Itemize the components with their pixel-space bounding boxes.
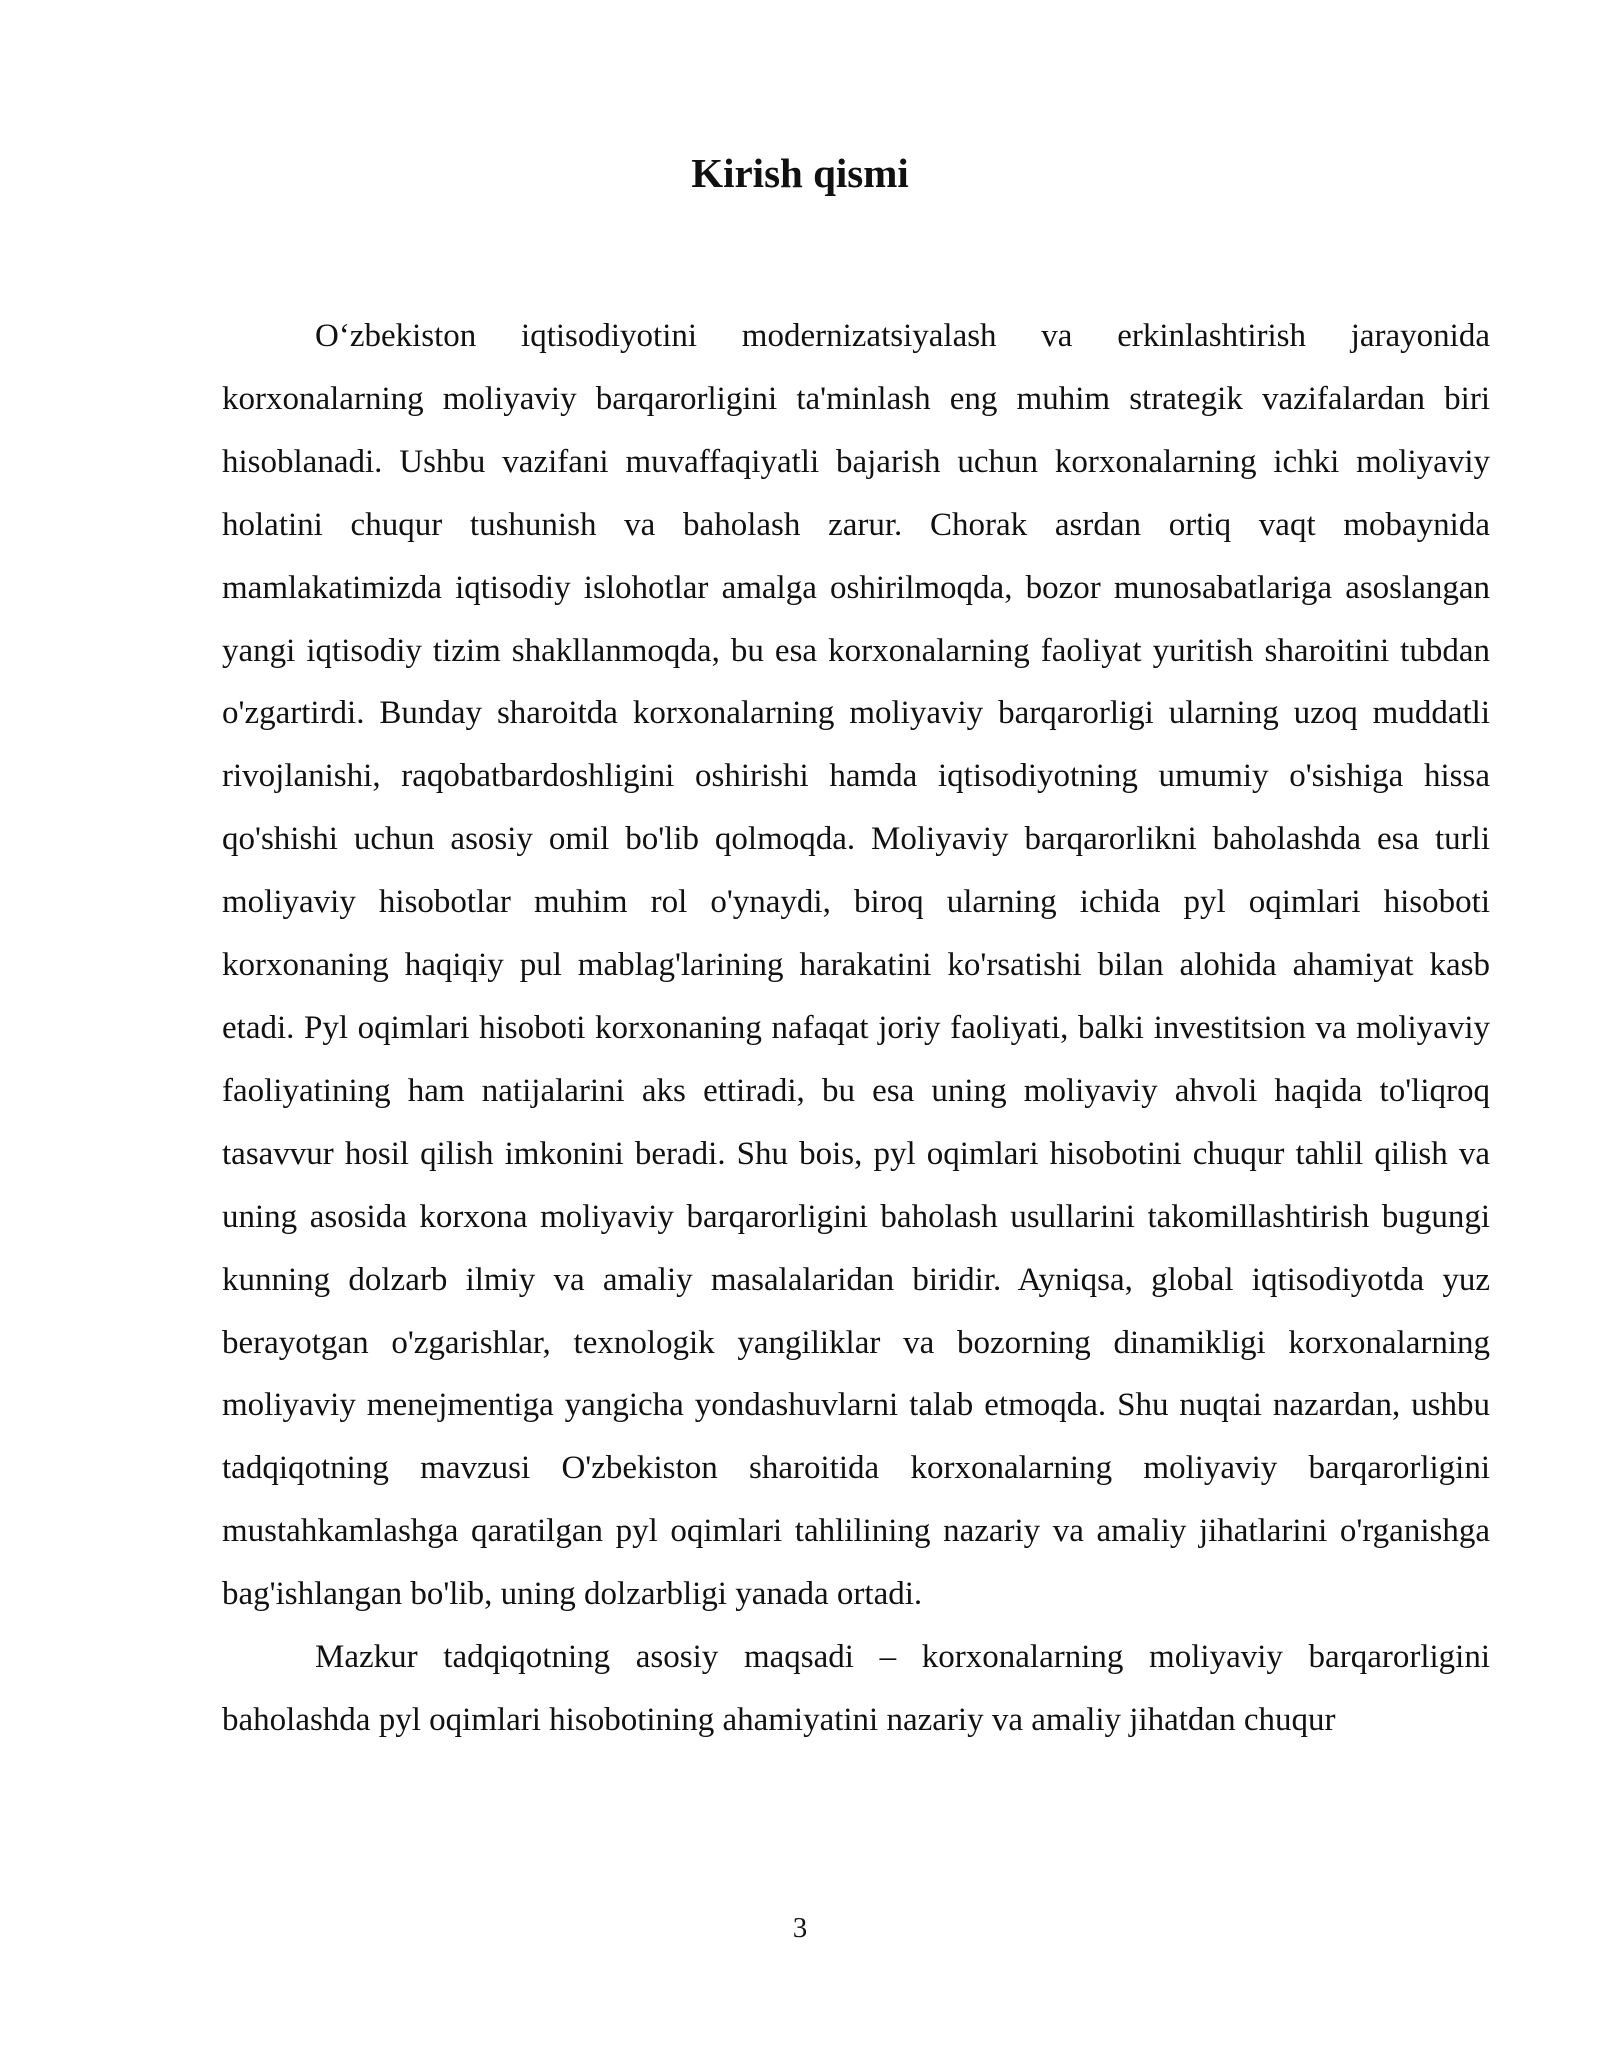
paragraph-research-goal: Mazkur tadqiqotning asosiy maqsadi – korxonalarning moliyaviy barqarorligini baholashda pyl oqimlari hisobotining ahamiyatini nazariy va amaliy jihatdan chuqur (222, 1639, 1490, 1738)
document-title: Kirish qismi (691, 150, 909, 196)
page-number: 3 (792, 1912, 808, 1944)
paragraph-introduction: O‘zbekiston iqtisodiyotini modernizatsiyalash va erkinlashtirish jarayonida korxonalarning moliyaviy barqarorligini ta'minlash eng muhim strategik vazifalardan biri hisoblanadi. Ushbu vazifani muvaffaqiyatli bajarish uchun korxonalarning ichki moliyaviy holatini chuqur tushunish va baholash zarur. Chorak asrdan ortiq vaqt mobaynida mamlakatimizda iqtisodiy islohotlar amalga oshirilmoqda, bozor munosabatlariga asoslangan yangi iqtisodiy tizim shakllanmoqda, bu esa korxonalarning faoliyat yuritish sharoitini tubdan o'zgartirdi. Bunday sharoitda korxonalarning moliyaviy barqarorligi ularning uzoq muddatli rivojlanishi, raqobatbardoshligini oshirishi hamda iqtisodiyotning umumiy o'sishiga hissa qo'shishi uchun asosiy omil bo'lib qolmoqda. Moliyaviy barqarorlikni baholashda esa turli moliyaviy hisobotlar muhim rol o'ynaydi, biroq ularning ichida pyl oqimlari hisoboti korxonaning haqiqiy pul mablag'larining harakatini ko'rsatishi bilan alohida ahamiyat kasb etadi. Pyl oqimlari hisoboti korxonaning nafaqat joriy faoliyati, balki investitsion va moliyaviy faoliyatining ham natijalarini aks ettiradi, bu esa uning moliyaviy ahvoli haqida to'liqroq tasavvur hosil qilish imkonini beradi. Shu bois, pyl oqimlari hisobotini chuqur tahlil qilish va uning asosida korxona moliyaviy barqarorligini baholash usullarini takomillashtirish bugungi kunning dolzarb ilmiy va amaliy masalalaridan biridir. Ayniqsa, global iqtisodiyotda yuz berayotgan o'zgarishlar, texnologik yangiliklar va bozorning dinamikligi korxonalarning moliyaviy menejmentiga yangicha yondashuvlarni talab etmoqda. Shu nuqtai nazardan, ushbu tadqiqotning mavzusi O'zbekiston sharoitida korxonalarning moliyaviy barqarorligini mustahkamlashga qaratilgan pyl oqimlari tahlilining nazariy va amaliy jihatlarini o'rganishga bag'ishlangan bo'lib, uning dolzarbligi yanada ortadi. (222, 318, 1490, 1613)
body-text (222, 305, 1490, 1752)
